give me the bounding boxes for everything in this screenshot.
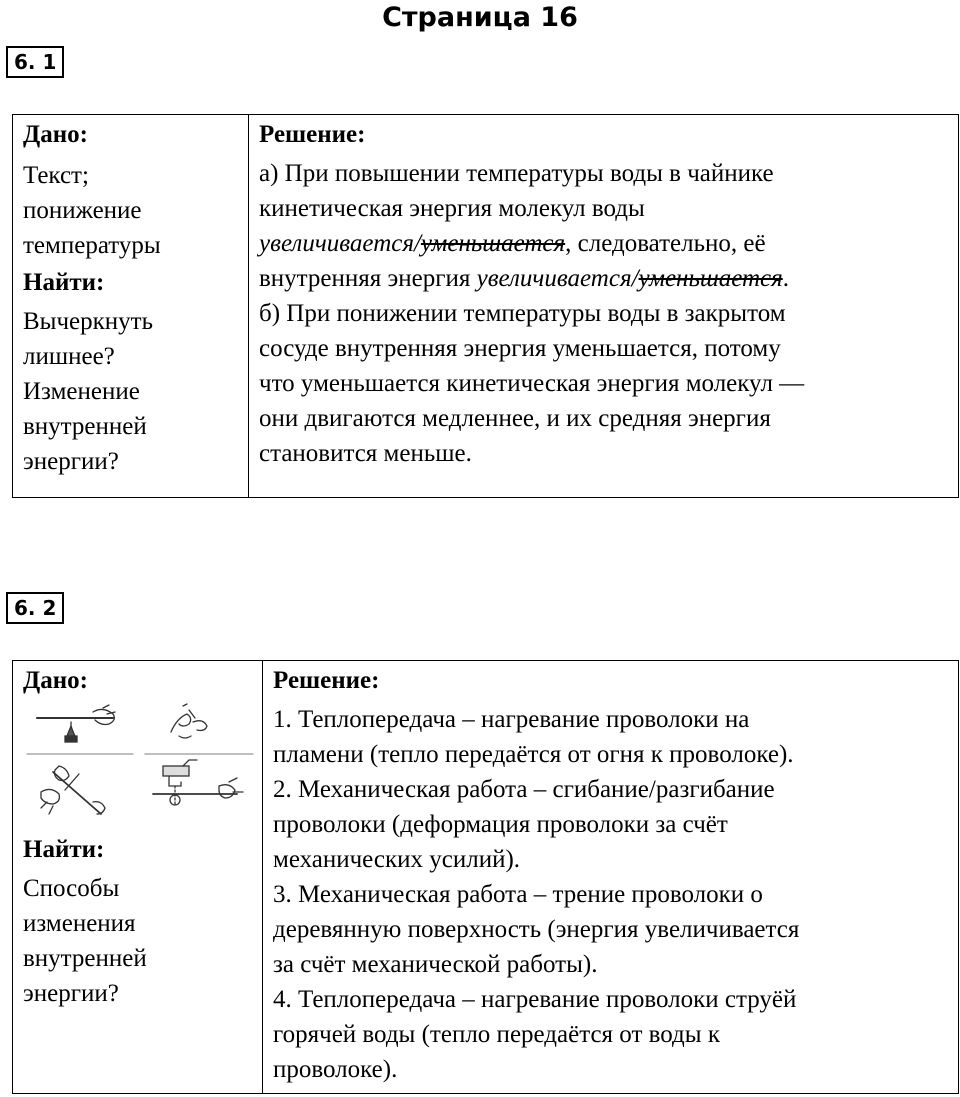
solution-line: механических усилий). (273, 846, 521, 873)
task-number-6-2: 6. 2 (6, 592, 64, 624)
solution-line: проволоки (деформация проволоки за счёт (273, 811, 728, 838)
solution-cell (249, 115, 959, 498)
solution-line: за счёт механической работы). (273, 951, 598, 978)
task-number-6-1: 6. 1 (6, 46, 64, 78)
find-text (23, 304, 240, 479)
solution-text (259, 156, 950, 471)
solution-line: горячей воды (тепло передаётся от воды к (273, 1021, 720, 1048)
find-line: энергии? (23, 980, 119, 1007)
wire-over-flame-sketch (27, 705, 133, 754)
slash: / (413, 230, 421, 257)
solution-line: деревянную поверхность (энергия увеличивается (273, 916, 800, 943)
struck-option: уменьшается (638, 265, 783, 292)
solution-line: они двигаются медленнее, и их средняя энергия (259, 405, 771, 432)
solution-header: Решение: (273, 667, 380, 694)
solution-line: 3. Механическая работа – трение проволоки о (273, 881, 763, 908)
slash: / (631, 265, 639, 292)
solution-cell (263, 661, 959, 1094)
solution-line (259, 261, 950, 296)
line-start: внутренняя энергия (259, 265, 477, 292)
find-header: Найти: (23, 836, 105, 863)
experiment-sketches (23, 702, 255, 822)
solution-line: 2. Механическая работа – сгибание/разгибание (273, 776, 775, 803)
find-line: внутренней (23, 413, 147, 440)
given-line: Текст; (23, 162, 89, 189)
given-line: температуры (23, 232, 161, 259)
find-header: Найти: (23, 269, 105, 296)
solution-line: проволоке). (273, 1056, 398, 1083)
given-cell (13, 115, 249, 498)
given-cell (13, 661, 263, 1094)
solution-header: Решение: (259, 121, 366, 148)
solution-line: становится меньше. (259, 440, 472, 467)
solution-line: пламени (тепло передаётся от огня к проволоке). (273, 741, 794, 768)
solution-line: 4. Теплопередача – нагревание проволоки струёй (273, 986, 797, 1013)
given-header: Дано: (23, 667, 88, 694)
find-line: лишнее? (23, 343, 115, 370)
find-text (23, 871, 254, 1011)
experiment-illustrations (23, 702, 255, 822)
solution-line: б) При понижении температуры воды в закрытом (259, 300, 786, 327)
solution-line: сосуде внутренняя энергия уменьшается, потому (259, 335, 781, 362)
wire-bending-sketch (145, 704, 253, 754)
task-6-2-table (12, 660, 959, 1094)
find-line: Вычеркнуть (23, 308, 153, 335)
find-line: Способы (23, 875, 120, 902)
hot-water-stream-sketch (153, 760, 243, 806)
solution-line: а) При повышении температуры воды в чайнике (259, 160, 774, 187)
task-6-1-table (12, 114, 959, 498)
solution-text (273, 702, 950, 1087)
given-text (23, 158, 240, 263)
kept-option: увеличивается (476, 265, 632, 292)
solution-line (259, 226, 950, 261)
solution-line: что уменьшается кинетическая энергия молекул — (259, 370, 805, 397)
find-line: Изменение (23, 378, 140, 405)
continuation: , следовательно, её (565, 230, 766, 257)
struck-option: уменьшается (420, 230, 566, 257)
period: . (782, 265, 789, 292)
page-title: Страница 16 (382, 2, 578, 33)
find-line: изменения (23, 910, 136, 937)
find-line: внутренней (23, 945, 147, 972)
find-line: энергии? (23, 448, 119, 475)
given-header: Дано: (23, 121, 88, 148)
solution-line: кинетическая энергия молекул воды (259, 195, 645, 222)
given-line: понижение (23, 197, 142, 224)
wire-rubbing-sketch (41, 766, 105, 814)
solution-line: 1. Теплопередача – нагревание проволоки на (273, 706, 750, 733)
kept-option: увеличивается (259, 230, 414, 257)
